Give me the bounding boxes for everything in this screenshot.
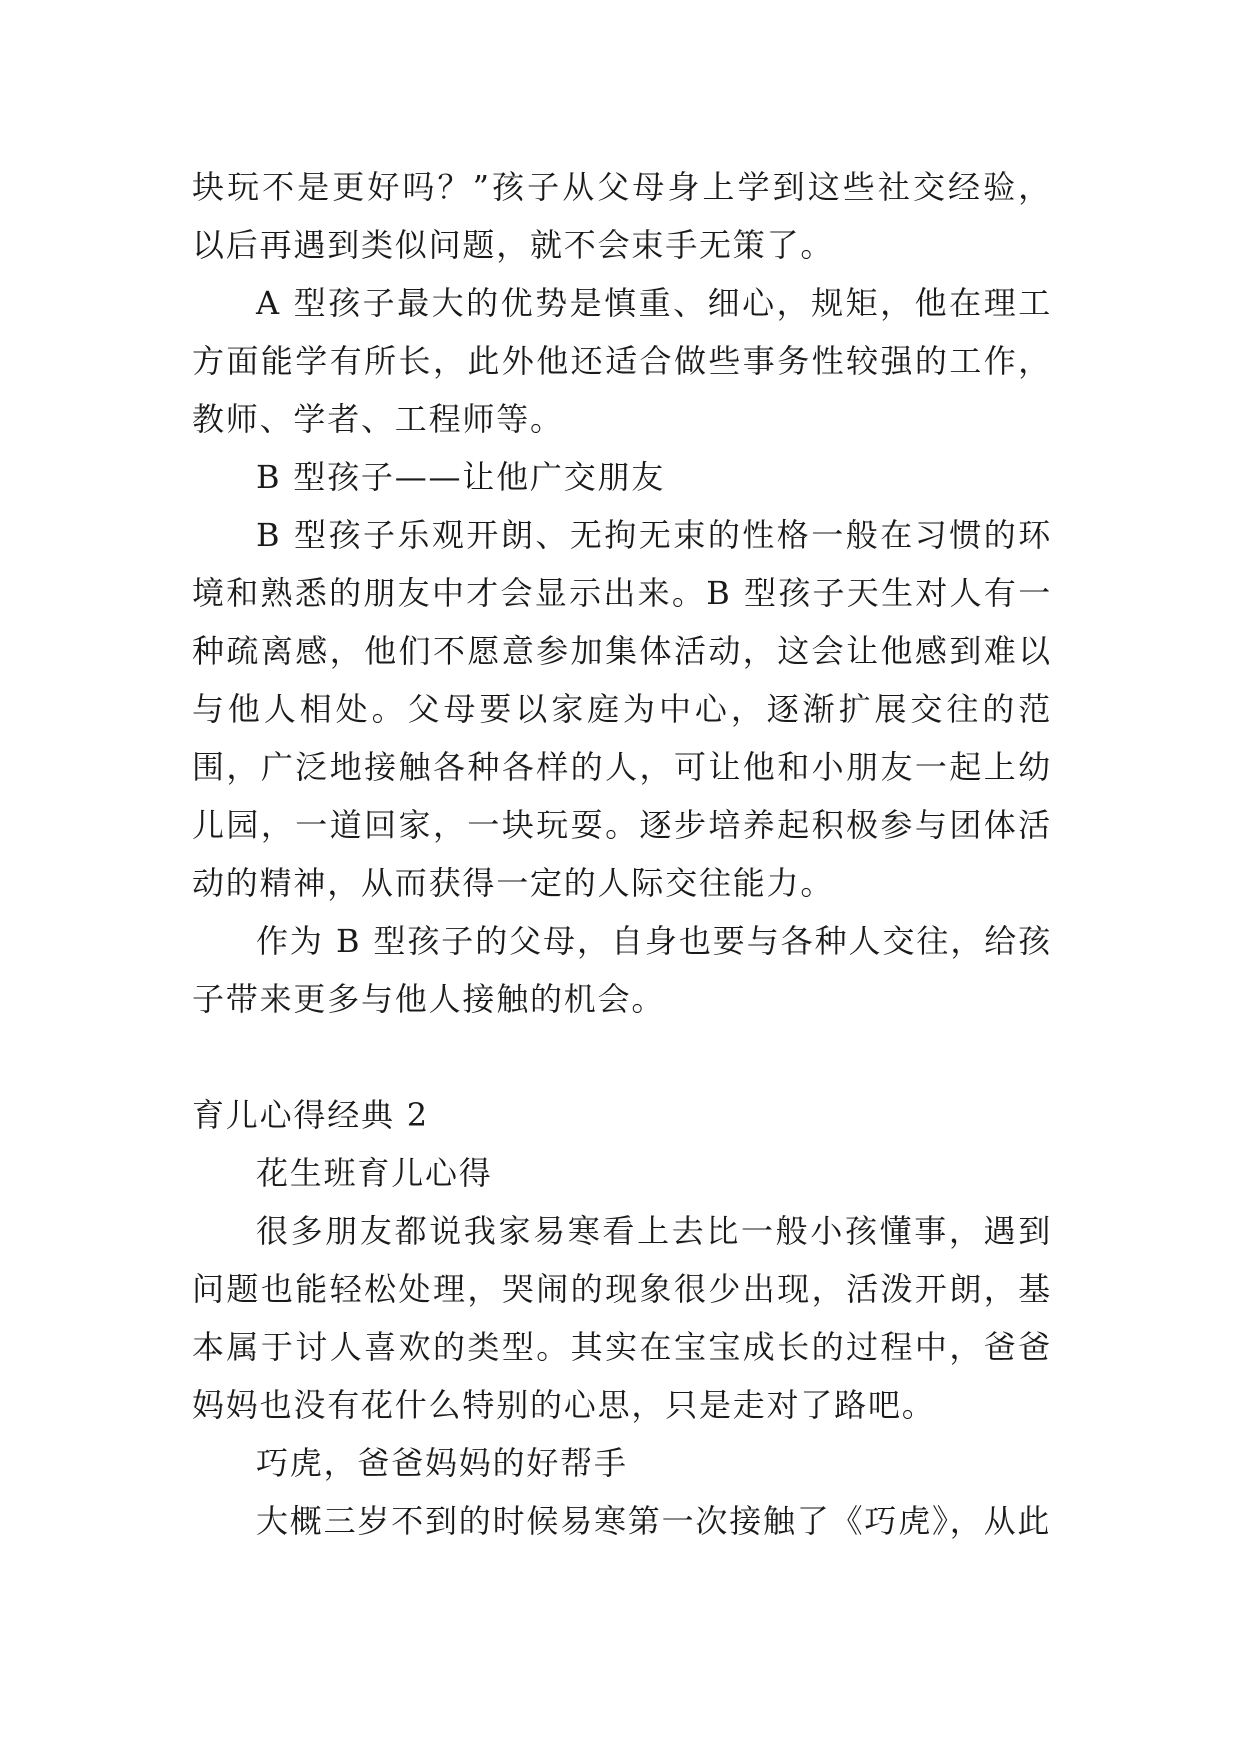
section-title: 育儿心得经典 2 — [192, 1096, 429, 1134]
paragraph-a-type-strengths: A 型孩子最大的优势是慎重、细心，规矩，他在理工方面能学有所长，此外他还适合做些事务性较强的工作，教师、学者、工程师等。 — [192, 284, 1052, 438]
document-page — [192, 158, 1052, 1550]
paragraph-b-type-parents: 作为 B 型孩子的父母，自身也要与各种人交往，给孩子带来更多与他人接触的机会。 — [192, 922, 1052, 1018]
paragraph-b-type-personality: B 型孩子乐观开朗、无拘无束的性格一般在习惯的环境和熟悉的朋友中才会显示出来。B 型孩子天生对人有一种疏离感，他们不愿意参加集体活动，这会让他感到难以与他人相处。父母要以家庭为中心，逐渐扩展交往的范围，广泛地接触各种各样的人，可让他和小朋友一起上幼儿园，一道回家，一块玩耍。逐步培养起积极参与团体活动的精神，从而获得一定的人际交往能力。 — [192, 516, 1052, 902]
paragraph-continuation: 块玩不是更好吗？”孩子从父母身上学到这些社交经验，以后再遇到类似问题，就不会束手无策了。 — [192, 168, 1052, 264]
subheading-b-type: B 型孩子——让他广交朋友 — [256, 458, 666, 496]
paragraph-yihan-intro: 很多朋友都说我家易寒看上去比一般小孩懂事，遇到问题也能轻松处理，哭闹的现象很少出现，活泼开朗，基本属于讨人喜欢的类型。其实在宝宝成长的过程中，爸爸妈妈也没有花什么特别的心思，只是走对了路吧。 — [192, 1212, 1052, 1424]
subheading-peanut-class: 花生班育儿心得 — [256, 1154, 493, 1192]
section-spacer — [192, 1028, 1052, 1086]
paragraph-qiaohu-start: 大概三岁不到的时候易寒第一次接触了《巧虎》，从此 — [256, 1502, 1052, 1540]
subheading-qiaohu: 巧虎，爸爸妈妈的好帮手 — [256, 1444, 628, 1482]
